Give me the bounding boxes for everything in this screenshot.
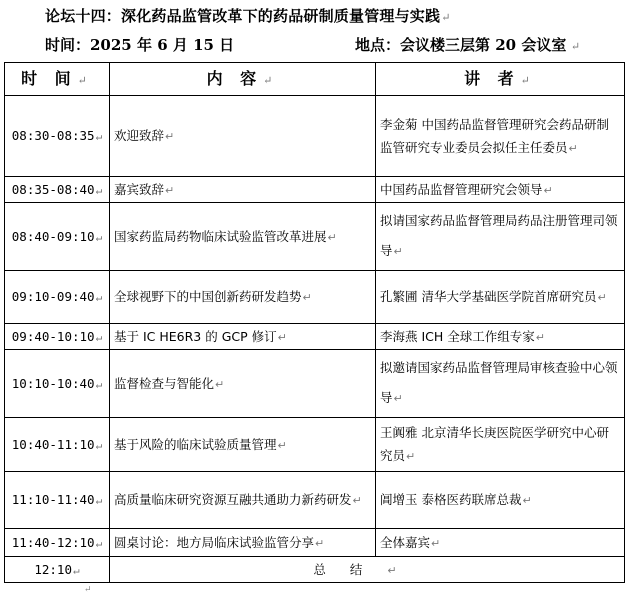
place-label <box>355 34 580 55</box>
row-time: 08:30-08:35↵ <box>5 96 110 177</box>
schedule-table <box>4 62 625 583</box>
row-content: 基于风险的临床试验质量管理↵ <box>110 418 376 472</box>
table-row <box>5 418 625 472</box>
row-time: 08:40-09:10↵ <box>5 203 110 271</box>
row-speaker: 王阗雅 北京清华长庚医院医学研究中心研究员↵ <box>376 418 625 472</box>
row-content: 国家药监局药物临床试验监管改革进展↵ <box>110 203 376 271</box>
row-content: 基于 IC HE6R3 的 GCP 修订↵ <box>110 324 376 350</box>
meta-row <box>45 34 615 56</box>
row-speaker: 拟请国家药品监督管理局药品注册管理司领导↵ <box>376 203 625 271</box>
column-header-content: 内 容↵ <box>110 63 376 96</box>
place-label-text: 地点：会议楼三层第 20 会议室 <box>355 36 567 54</box>
table-row <box>5 96 625 177</box>
row-speaker: 拟邀请国家药品监督管理局审核查验中心领导↵ <box>376 350 625 418</box>
row-time: 10:40-11:10↵ <box>5 418 110 472</box>
closing-row <box>5 557 625 583</box>
row-time: 08:35-08:40↵ <box>5 177 110 203</box>
row-content: 嘉宾致辞↵ <box>110 177 376 203</box>
table-row <box>5 271 625 324</box>
table-row <box>5 529 625 557</box>
row-speaker: 李海燕 ICH 全球工作组专家↵ <box>376 324 625 350</box>
forum-title-text: 论坛十四：深化药品监管改革下的药品研制质量管理与实践 <box>45 7 441 25</box>
table-row <box>5 203 625 271</box>
row-content: 全球视野下的中国创新药研发趋势↵ <box>110 271 376 324</box>
table-row <box>5 324 625 350</box>
paragraph-mark-icon: ↵ <box>441 11 451 24</box>
row-content: 欢迎致辞↵ <box>110 96 376 177</box>
closing-time: 12:10↵ <box>5 557 110 583</box>
forum-title <box>45 5 451 26</box>
row-content: 监督检查与智能化↵ <box>110 350 376 418</box>
row-time: 11:10-11:40↵ <box>5 472 110 529</box>
table-row <box>5 177 625 203</box>
column-header-time: 时 间↵ <box>5 63 110 96</box>
table-row <box>5 472 625 529</box>
row-time: 11:40-12:10↵ <box>5 529 110 557</box>
paragraph-mark-icon: ↵ <box>567 40 581 53</box>
row-content: 高质量临床研究资源互融共通助力新药研发↵ <box>110 472 376 529</box>
time-label: 时间：2025 年 6 月 15 日 <box>45 36 235 54</box>
row-speaker: 中国药品监督管理研究会领导↵ <box>376 177 625 203</box>
row-speaker: 全体嘉宾↵ <box>376 529 625 557</box>
row-time: 10:10-10:40↵ <box>5 350 110 418</box>
row-speaker: 孔繁圃 清华大学基础医学院首席研究员↵ <box>376 271 625 324</box>
table-row <box>5 350 625 418</box>
row-speaker: 阊增玉 泰格医药联席总裁↵ <box>376 472 625 529</box>
closing-label: 总结↵ <box>110 557 625 583</box>
table-header-row <box>5 63 625 96</box>
row-time: 09:40-10:10↵ <box>5 324 110 350</box>
row-time: 09:10-09:40↵ <box>5 271 110 324</box>
paragraph-mark-icon: ↵ <box>84 585 92 595</box>
column-header-speaker: 讲 者↵ <box>376 63 625 96</box>
row-speaker: 李金菊 中国药品监督管理研究会药品研制监管研究专业委员会拟任主任委员↵ <box>376 96 625 177</box>
row-content: 圆桌讨论：地方局临床试验监管分享↵ <box>110 529 376 557</box>
